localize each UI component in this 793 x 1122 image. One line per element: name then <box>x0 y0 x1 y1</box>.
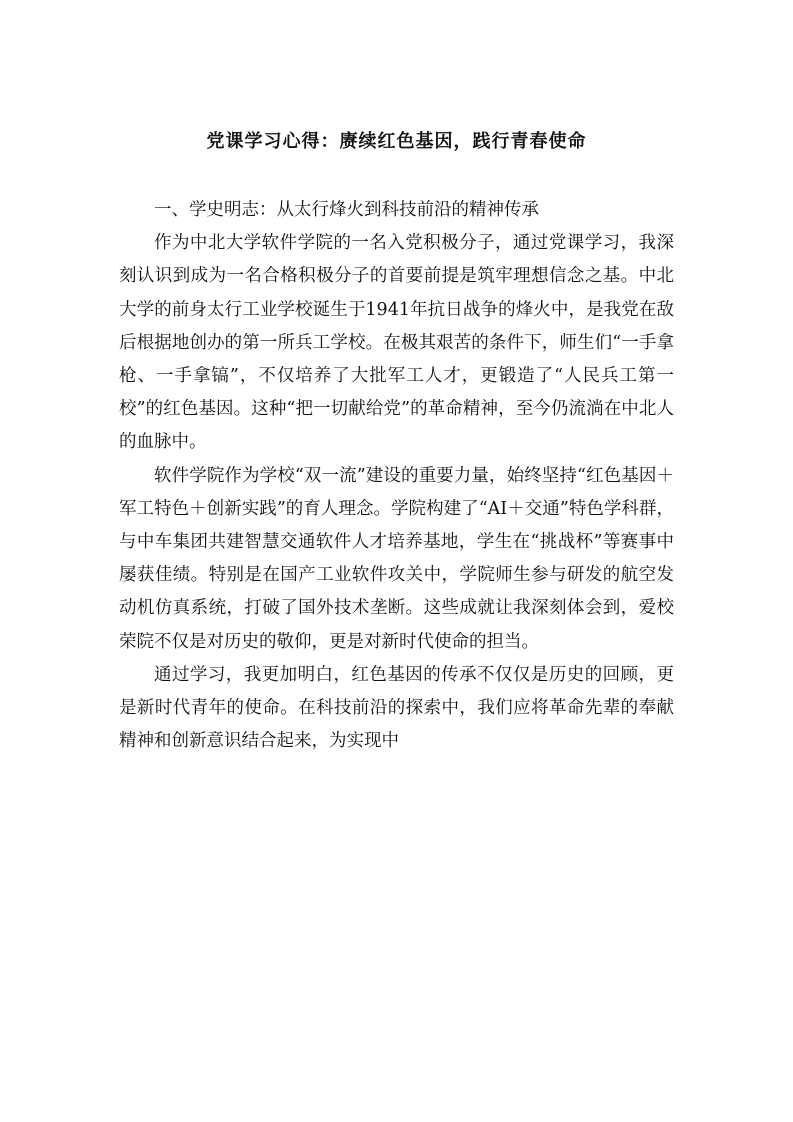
paragraph-2: 软件学院作为学校“双一流”建设的重要力量，始终坚持“红色基因＋军工特色＋创新实践”的育人理念。学院构建了“AI＋交通”特色学科群，与中车集团共建智慧交通软件人才培养基地，学生在“挑战杯”等赛事中屡获佳绩。特别是在国产工业软件攻关中，学院师生参与研发的航空发动机仿真系统，打破了国外技术垄断。这些成就让我深刻体会到，爱校荣院不仅是对历史的敬仰，更是对新时代使命的担当。 <box>119 465 674 652</box>
section-heading: 一、学史明志：从太行烽火到科技前沿的精神传承 <box>154 200 539 220</box>
paragraph-3: 通过学习，我更加明白，红色基因的传承不仅仅是历史的回顾，更是新时代青年的使命。在科技前沿的探索中，我们应将革命先辈的奉献精神和创新意识结合起来，为实现中 <box>119 664 674 752</box>
document-body <box>119 194 674 758</box>
paragraph-1: 作为中北大学软件学院的一名入党积极分子，通过党课学习，我深刻认识到成为一名合格积极分子的首要前提是筑牢理想信念之基。中北大学的前身太行工业学校诞生于1941年抗日战争的烽火中，是我党在敌后根据地创办的第一所兵工学校。在极其艰苦的条件下，师生们“一手拿枪、一手拿镐”，不仅培养了大批军工人才，更锻造了“人民兵工第一校”的红色基因。这种“把一切献给党”的革命精神，至今仍流淌在中北人的血脉中。 <box>119 233 674 453</box>
document-title: 党课学习心得：赓续红色基因，践行青春使命 <box>206 131 587 152</box>
